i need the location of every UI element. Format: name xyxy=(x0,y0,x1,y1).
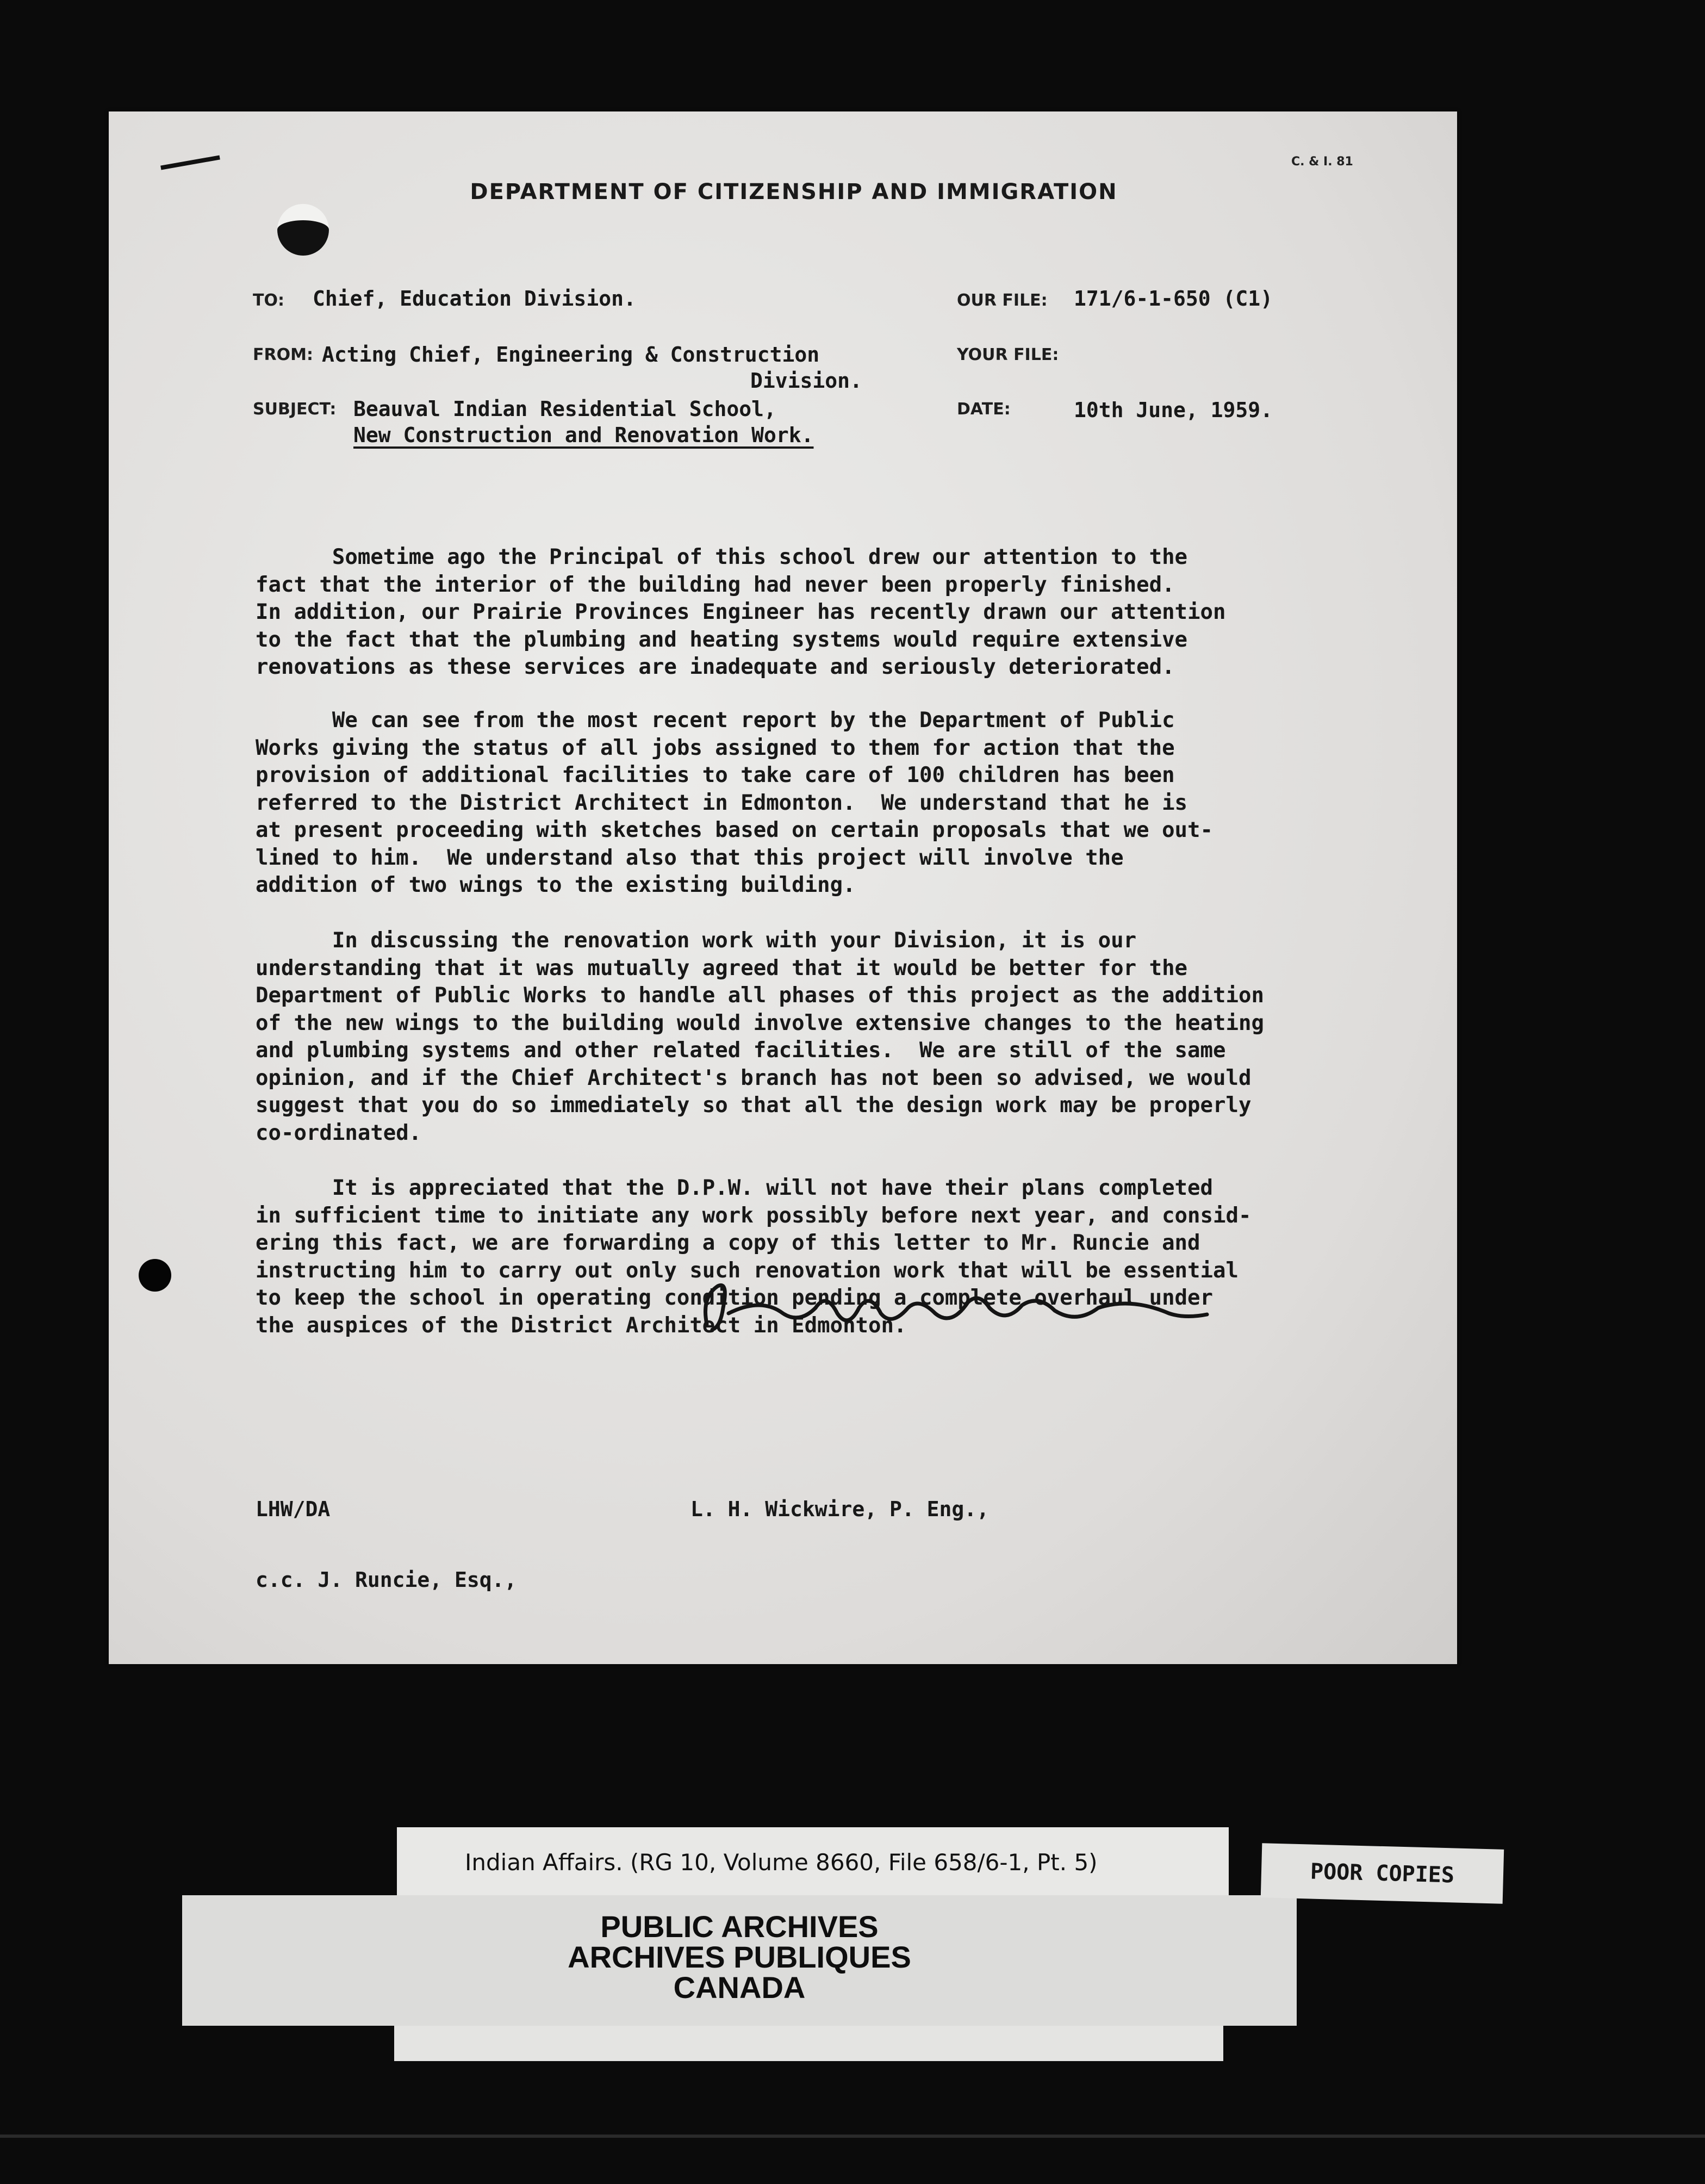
film-edge xyxy=(0,2135,1705,2138)
handwritten-signature xyxy=(696,1275,1229,1341)
letter-sheet xyxy=(109,111,1457,1664)
archive-reference: Indian Affairs. (RG 10, Volume 8660, File 658/6-1, Pt. 5) xyxy=(465,1849,1098,1876)
our-file-label: OUR FILE: xyxy=(957,291,1048,310)
from-value-line1: Acting Chief, Engineering & Construction xyxy=(322,343,820,367)
signatory-name: L. H. Wickwire, P. Eng., xyxy=(690,1497,990,1521)
body-paragraph-3: In discussing the renovation work with your Division, it is our understanding that it was mutually agreed that it would be better for the Department of Public Works to handle all phases of this project as the addition of the new wings to the building would involve extensive changes to the heating and plumbing systems and other related facilities. We are still of the same opinion, and if the Chief Architect's branch has not been so advised, we would suggest that you do so immediately so that all the design work may be properly co-ordinated. xyxy=(256,928,1264,1145)
from-value-line2: Division. xyxy=(750,369,862,393)
subject-line1: Beauval Indian Residential School, xyxy=(353,397,776,421)
subject-line2: New Construction and Renovation Work. xyxy=(353,423,814,447)
body-paragraph-4: It is appreciated that the D.P.W. will not have their plans completed in sufficient time to initiate any work possibly before next year, and consid- ering this fact, we are forwarding a copy of this letter to Mr. Runcie and instructing him to carry out only such renovation work that will be essential to keep the school in operating condition pending a complete overhaul under the auspices of the District Architect in Edmonton. xyxy=(256,1176,1252,1338)
archive-reference-strip xyxy=(397,1827,1229,1895)
punch-hole xyxy=(277,204,329,256)
cc-line: c.c. J. Runcie, Esq., xyxy=(256,1568,517,1592)
poor-copies-label: POOR COPIES xyxy=(1261,1843,1504,1904)
form-number: C. & I. 81 xyxy=(1291,155,1353,169)
archive-bottom-strip xyxy=(394,2026,1223,2061)
archive-stamp xyxy=(182,1909,1297,2005)
subject-label: SUBJECT: xyxy=(253,400,337,419)
to-value: Chief, Education Division. xyxy=(313,287,636,311)
date-label: DATE: xyxy=(957,400,1011,419)
from-label: FROM: xyxy=(253,345,313,364)
department-heading: DEPARTMENT OF CITIZENSHIP AND IMMIGRATION xyxy=(470,179,1118,204)
your-file-label: YOUR FILE: xyxy=(957,345,1059,364)
archive-stamp-strip xyxy=(182,1895,1297,2026)
date-value: 10th June, 1959. xyxy=(1074,398,1273,422)
body-paragraph-2: We can see from the most recent report by the Department of Public Works giving the status of all jobs assigned to them for action that the provision of additional facilities to take care of 100 children has been referred to the District Architect in Edmonton. We understand that he is at present proceeding with sketches based on certain proposals that we out- lined to him. We understand also that this project will involve the addition of two wings to the existing building. xyxy=(256,708,1213,897)
typist-initials: LHW/DA xyxy=(256,1497,331,1521)
punch-hole-left xyxy=(139,1259,171,1292)
stamp-line-1: PUBLIC ARCHIVES xyxy=(600,1909,879,1944)
body-paragraph-1: Sometime ago the Principal of this school drew our attention to the fact that the interior of the building had never been properly finished. In addition, our Prairie Provinces Engineer has recently drawn our attention to the fact that the plumbing and heating systems would require extensive renovations as these services are inadequate and seriously deteriorated. xyxy=(256,545,1226,679)
our-file-value: 171/6-1-650 (C1) xyxy=(1074,287,1273,311)
staple-mark xyxy=(160,156,220,170)
stamp-line-2: ARCHIVES PUBLIQUES xyxy=(568,1940,911,1974)
to-label: TO: xyxy=(253,291,284,310)
stamp-line-3: CANADA xyxy=(673,1970,806,2005)
